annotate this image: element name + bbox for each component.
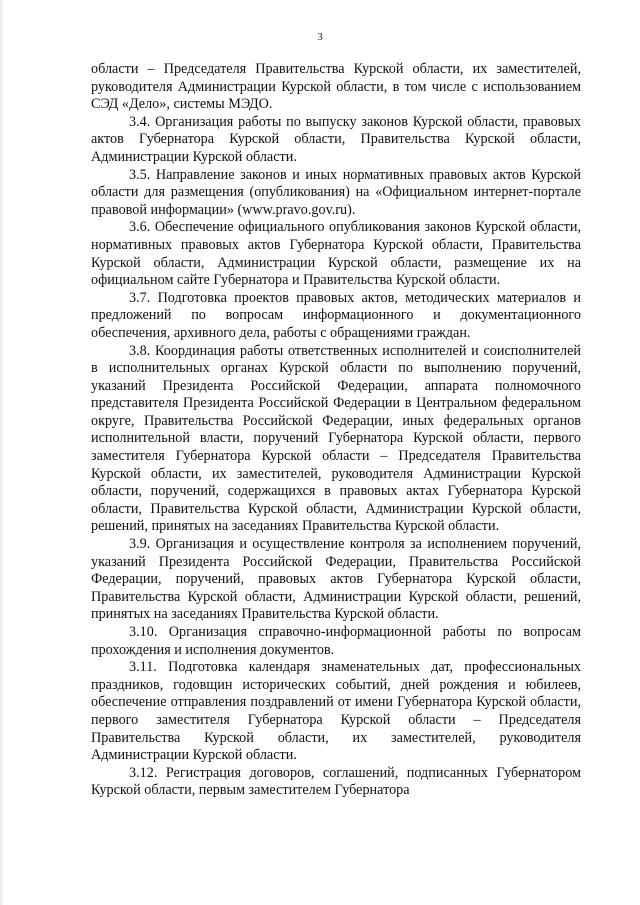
document-body xyxy=(91,61,581,800)
paragraph-3-9: 3.9. Организация и осуществление контроля за исполнением поручений, указаний Президента Российской Федерации, Правительства Российской Федерации, поручений, правовых актов Губернатора Курской области, Правительства Курской области, Администрации Курской области, решений, принятых на заседаниях Правительства Курской области. xyxy=(91,536,581,623)
paragraph-3-5: 3.5. Направление законов и иных нормативных правовых актов Курской области для размещения (опубликования) на «Официальном интернет-портале правовой информации» (www.pravo.gov.ru). xyxy=(91,166,581,218)
scan-edge-shadow xyxy=(0,0,4,905)
paragraph-3-7: 3.7. Подготовка проектов правовых актов, методических материалов и предложений по вопросам информационного и документационного обеспечения, архивного дела, работы с обращениями граждан. xyxy=(91,289,581,341)
paragraph-3-4: 3.4. Организация работы по выпуску законов Курской области, правовых актов Губернатора Курской области, Правительства Курской области, Администрации Курской области. xyxy=(91,113,581,165)
paragraph-3-8: 3.8. Координация работы ответственных исполнителей и соисполнителей в исполнительных органах Курской области по выполнению поручений, указаний Президента Российской Федерации, аппарата полномочного представителя Президента Российской Федерации в Центральном федеральном округе, Правительства Российской Федерации, иных федеральных органов исполнительной власти, поручений Губернатора Курской области, первого заместителя Губернатора Курской области – Председателя Правительства Курской области, их заместителей, руководителя Администрации Курской области, поручений, содержащихся в правовых актах Губернатора Курской области, Правительства Курской области, Администрации Курской области, решений, принятых на заседаниях Правительства Курской области. xyxy=(91,342,581,535)
paragraph-3-10: 3.10. Организация справочно-информационной работы по вопросам прохождения и исполнения документов. xyxy=(91,624,581,658)
paragraph-3-12: 3.12. Регистрация договоров, соглашений, подписанных Губернатором Курской области, первым заместителем Губернатора xyxy=(91,764,581,799)
page-number: 3 xyxy=(317,31,323,43)
paragraph-continuation: области – Председателя Правительства Курской области, их заместителей, руководителя Администрации Курской области, в том числе с использованием СЭД «Дело», системы МЭДО. xyxy=(91,61,581,113)
paragraph-3-6: 3.6. Обеспечение официального опубликования законов Курской области, нормативных правовых актов Губернатора Курской области, Правительства Курской области, Администрации Курской области, размещение их на официальном сайте Губернатора и Правительства Курской области. xyxy=(91,219,581,289)
paragraph-3-11: 3.11. Подготовка календаря знаменательных дат, профессиональных праздников, годовщин исторических событий, дней рождения и юбилеев, обеспечение отправления поздравлений от имени Губернатора Курской области, первого заместителя Губернатора Курской области – Председателя Правительства Курской области, их заместителей, руководителя Администрации Курской области. xyxy=(91,659,581,764)
